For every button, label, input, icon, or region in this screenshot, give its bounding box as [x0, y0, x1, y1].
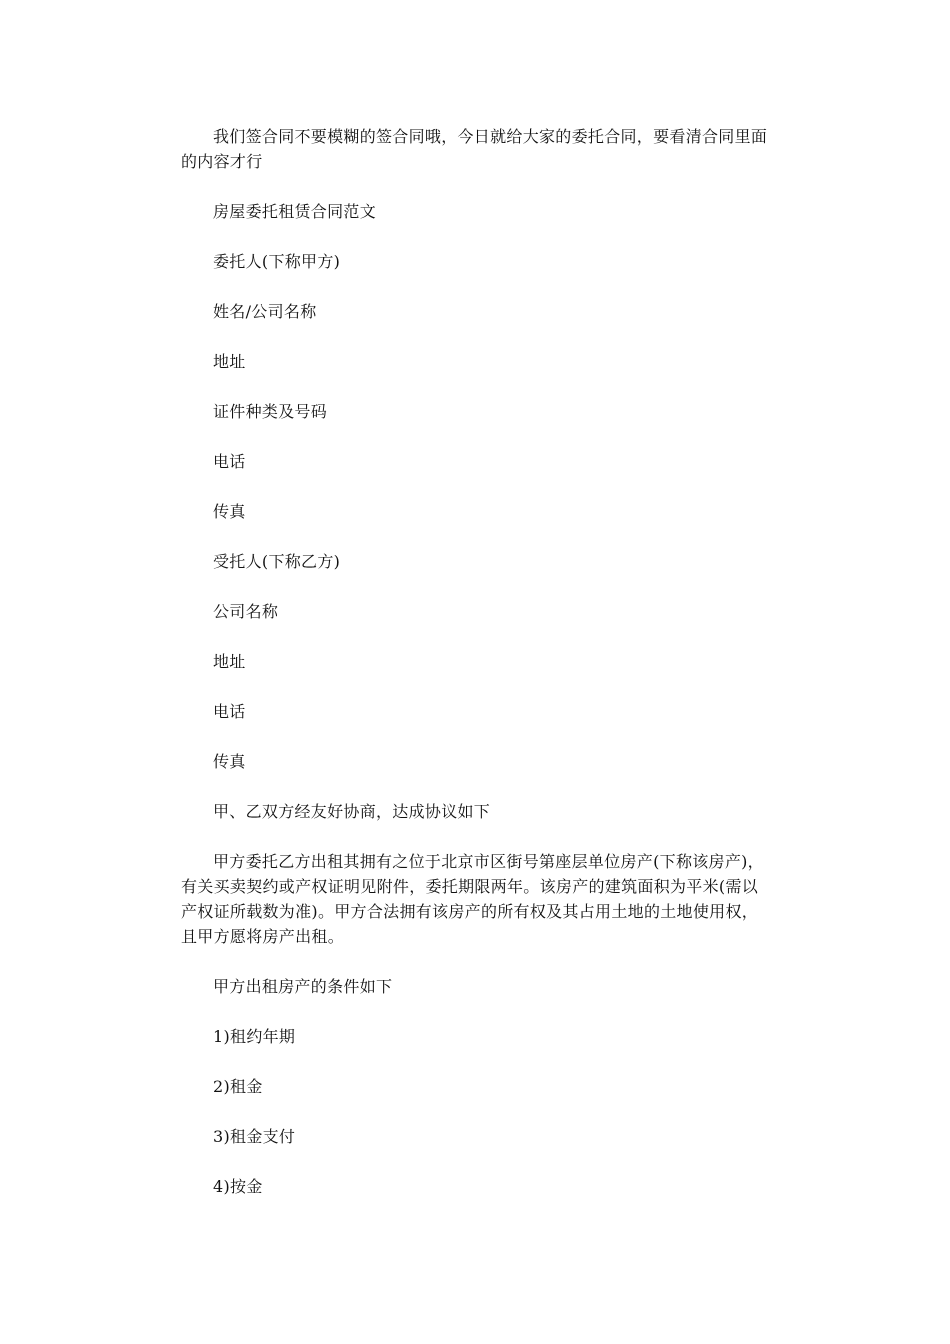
condition-item-lease-term: 1)租约年期 — [213, 1027, 296, 1046]
intro-paragraph: 我们签合同不要模糊的签合同哦，今日就给大家的委托合同，要看清合同里面的内容才行 — [181, 127, 768, 171]
document-body — [181, 124, 773, 1199]
principal-fax-field: 传真 — [213, 502, 246, 521]
agent-company-field: 公司名称 — [213, 602, 279, 621]
agent-address-field: 地址 — [213, 652, 246, 671]
principal-phone-field: 电话 — [213, 452, 246, 471]
principal-id-field: 证件种类及号码 — [213, 402, 328, 421]
agent-heading: 受托人(下称乙方) — [213, 552, 341, 571]
condition-item-deposit: 4)按金 — [213, 1177, 263, 1196]
rental-conditions-heading: 甲方出租房产的条件如下 — [213, 977, 393, 996]
condition-item-rent-payment: 3)租金支付 — [213, 1127, 296, 1146]
agent-phone-field: 电话 — [213, 702, 246, 721]
property-clause: 甲方委托乙方出租其拥有之位于北京市区街号第座层单位房产(下称该房产)，有关买卖契约或产权证明见附件，委托期限两年。该房产的建筑面积为平米(需以产权证所载数为准)。甲方合法拥有该房产的所有权及其占用土地的土地使用权，且甲方愿将房产出租。 — [181, 852, 764, 946]
principal-heading: 委托人(下称甲方) — [213, 252, 341, 271]
principal-name-field: 姓名/公司名称 — [213, 302, 317, 321]
agreement-statement: 甲、乙双方经友好协商，达成协议如下 — [213, 802, 491, 821]
contract-title: 房屋委托租赁合同范文 — [213, 202, 377, 221]
agent-fax-field: 传真 — [213, 752, 246, 771]
condition-item-rent: 2)租金 — [213, 1077, 263, 1096]
principal-address-field: 地址 — [213, 352, 246, 371]
